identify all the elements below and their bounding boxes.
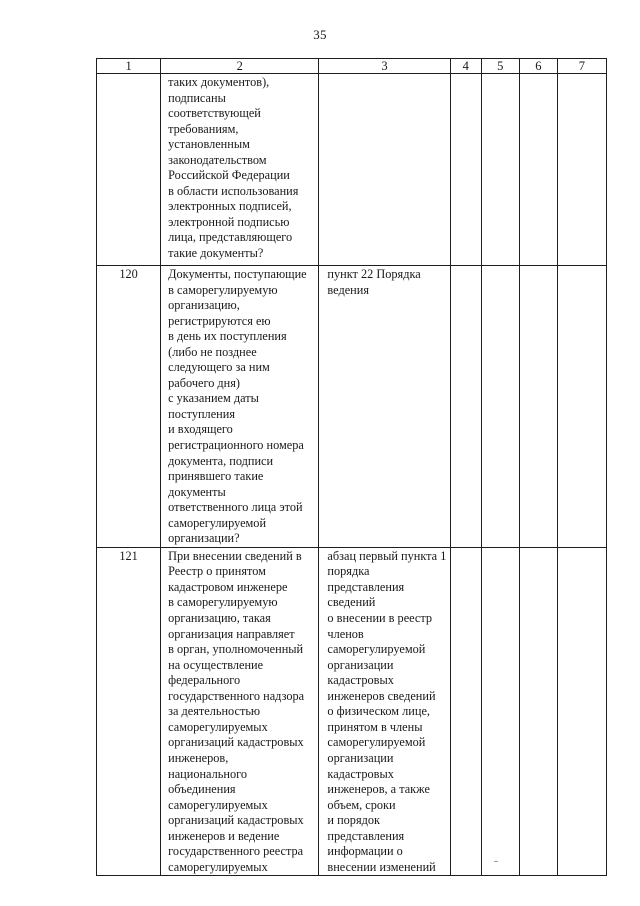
column-header-1: 1 bbox=[97, 59, 161, 74]
table-row bbox=[97, 547, 607, 875]
row-number: 121 bbox=[97, 547, 161, 875]
answer-cell-7 bbox=[557, 74, 606, 266]
question-cell: При внесении сведений в Реестр о принятом кадастровом инженере в саморегулируемую организацию, такая организация направляет в орган, уполномоченный на осуществление федерального государственного надзора за деятельностью саморегулируемых организаций кадастровых инженеров, национального объединения саморегулируемых организаций кадастровых инженеров и ведение государственного реестра саморегулируемых bbox=[161, 547, 319, 875]
reference-cell bbox=[319, 74, 450, 266]
answer-cell-4 bbox=[450, 74, 481, 266]
table-row bbox=[97, 266, 607, 548]
answer-cell-5 bbox=[481, 74, 519, 266]
answer-cell-6 bbox=[519, 547, 557, 875]
answer-cell-5 bbox=[481, 266, 519, 548]
answer-cell-4 bbox=[450, 266, 481, 548]
row-number bbox=[97, 74, 161, 266]
answer-cell-7 bbox=[557, 547, 606, 875]
column-header-6: 6 bbox=[519, 59, 557, 74]
answer-cell-5 bbox=[481, 547, 519, 875]
column-header-4: 4 bbox=[450, 59, 481, 74]
reference-cell: пункт 22 Порядка ведения bbox=[319, 266, 450, 548]
answer-cell-6 bbox=[519, 74, 557, 266]
checklist-table bbox=[96, 58, 607, 876]
row-number: 120 bbox=[97, 266, 161, 548]
table-header-row bbox=[97, 59, 607, 74]
column-header-7: 7 bbox=[557, 59, 606, 74]
question-cell: таких документов), подписаны соответствующей требованиям, установленным законодательством Российской Федерации в области использования электронных подписей, электронной подписью лица, представляющего такие документы? bbox=[161, 74, 319, 266]
table-row bbox=[97, 74, 607, 266]
page-number: 35 bbox=[313, 27, 327, 42]
answer-cell-4 bbox=[450, 547, 481, 875]
reference-cell: абзац первый пункта 1 порядка представления сведений о внесении в реестр членов саморегулируемой организации кадастровых инженеров сведений о физическом лице, принятом в члены саморегулируемой организации кадастровых инженеров, а также объем, сроки и порядок представления информации о внесении изменений bbox=[319, 547, 450, 875]
scan-speck bbox=[494, 861, 498, 862]
answer-cell-7 bbox=[557, 266, 606, 548]
question-cell: Документы, поступающие в саморегулируемую организацию, регистрируются ею в день их поступления (либо не позднее следующего за ним рабочего дня) с указанием даты поступления и входящего регистрационного номера документа, подписи принявшего такие документы ответственного лица этой саморегулируемой организации? bbox=[161, 266, 319, 548]
column-header-2: 2 bbox=[161, 59, 319, 74]
column-header-3: 3 bbox=[319, 59, 450, 74]
column-header-5: 5 bbox=[481, 59, 519, 74]
answer-cell-6 bbox=[519, 266, 557, 548]
